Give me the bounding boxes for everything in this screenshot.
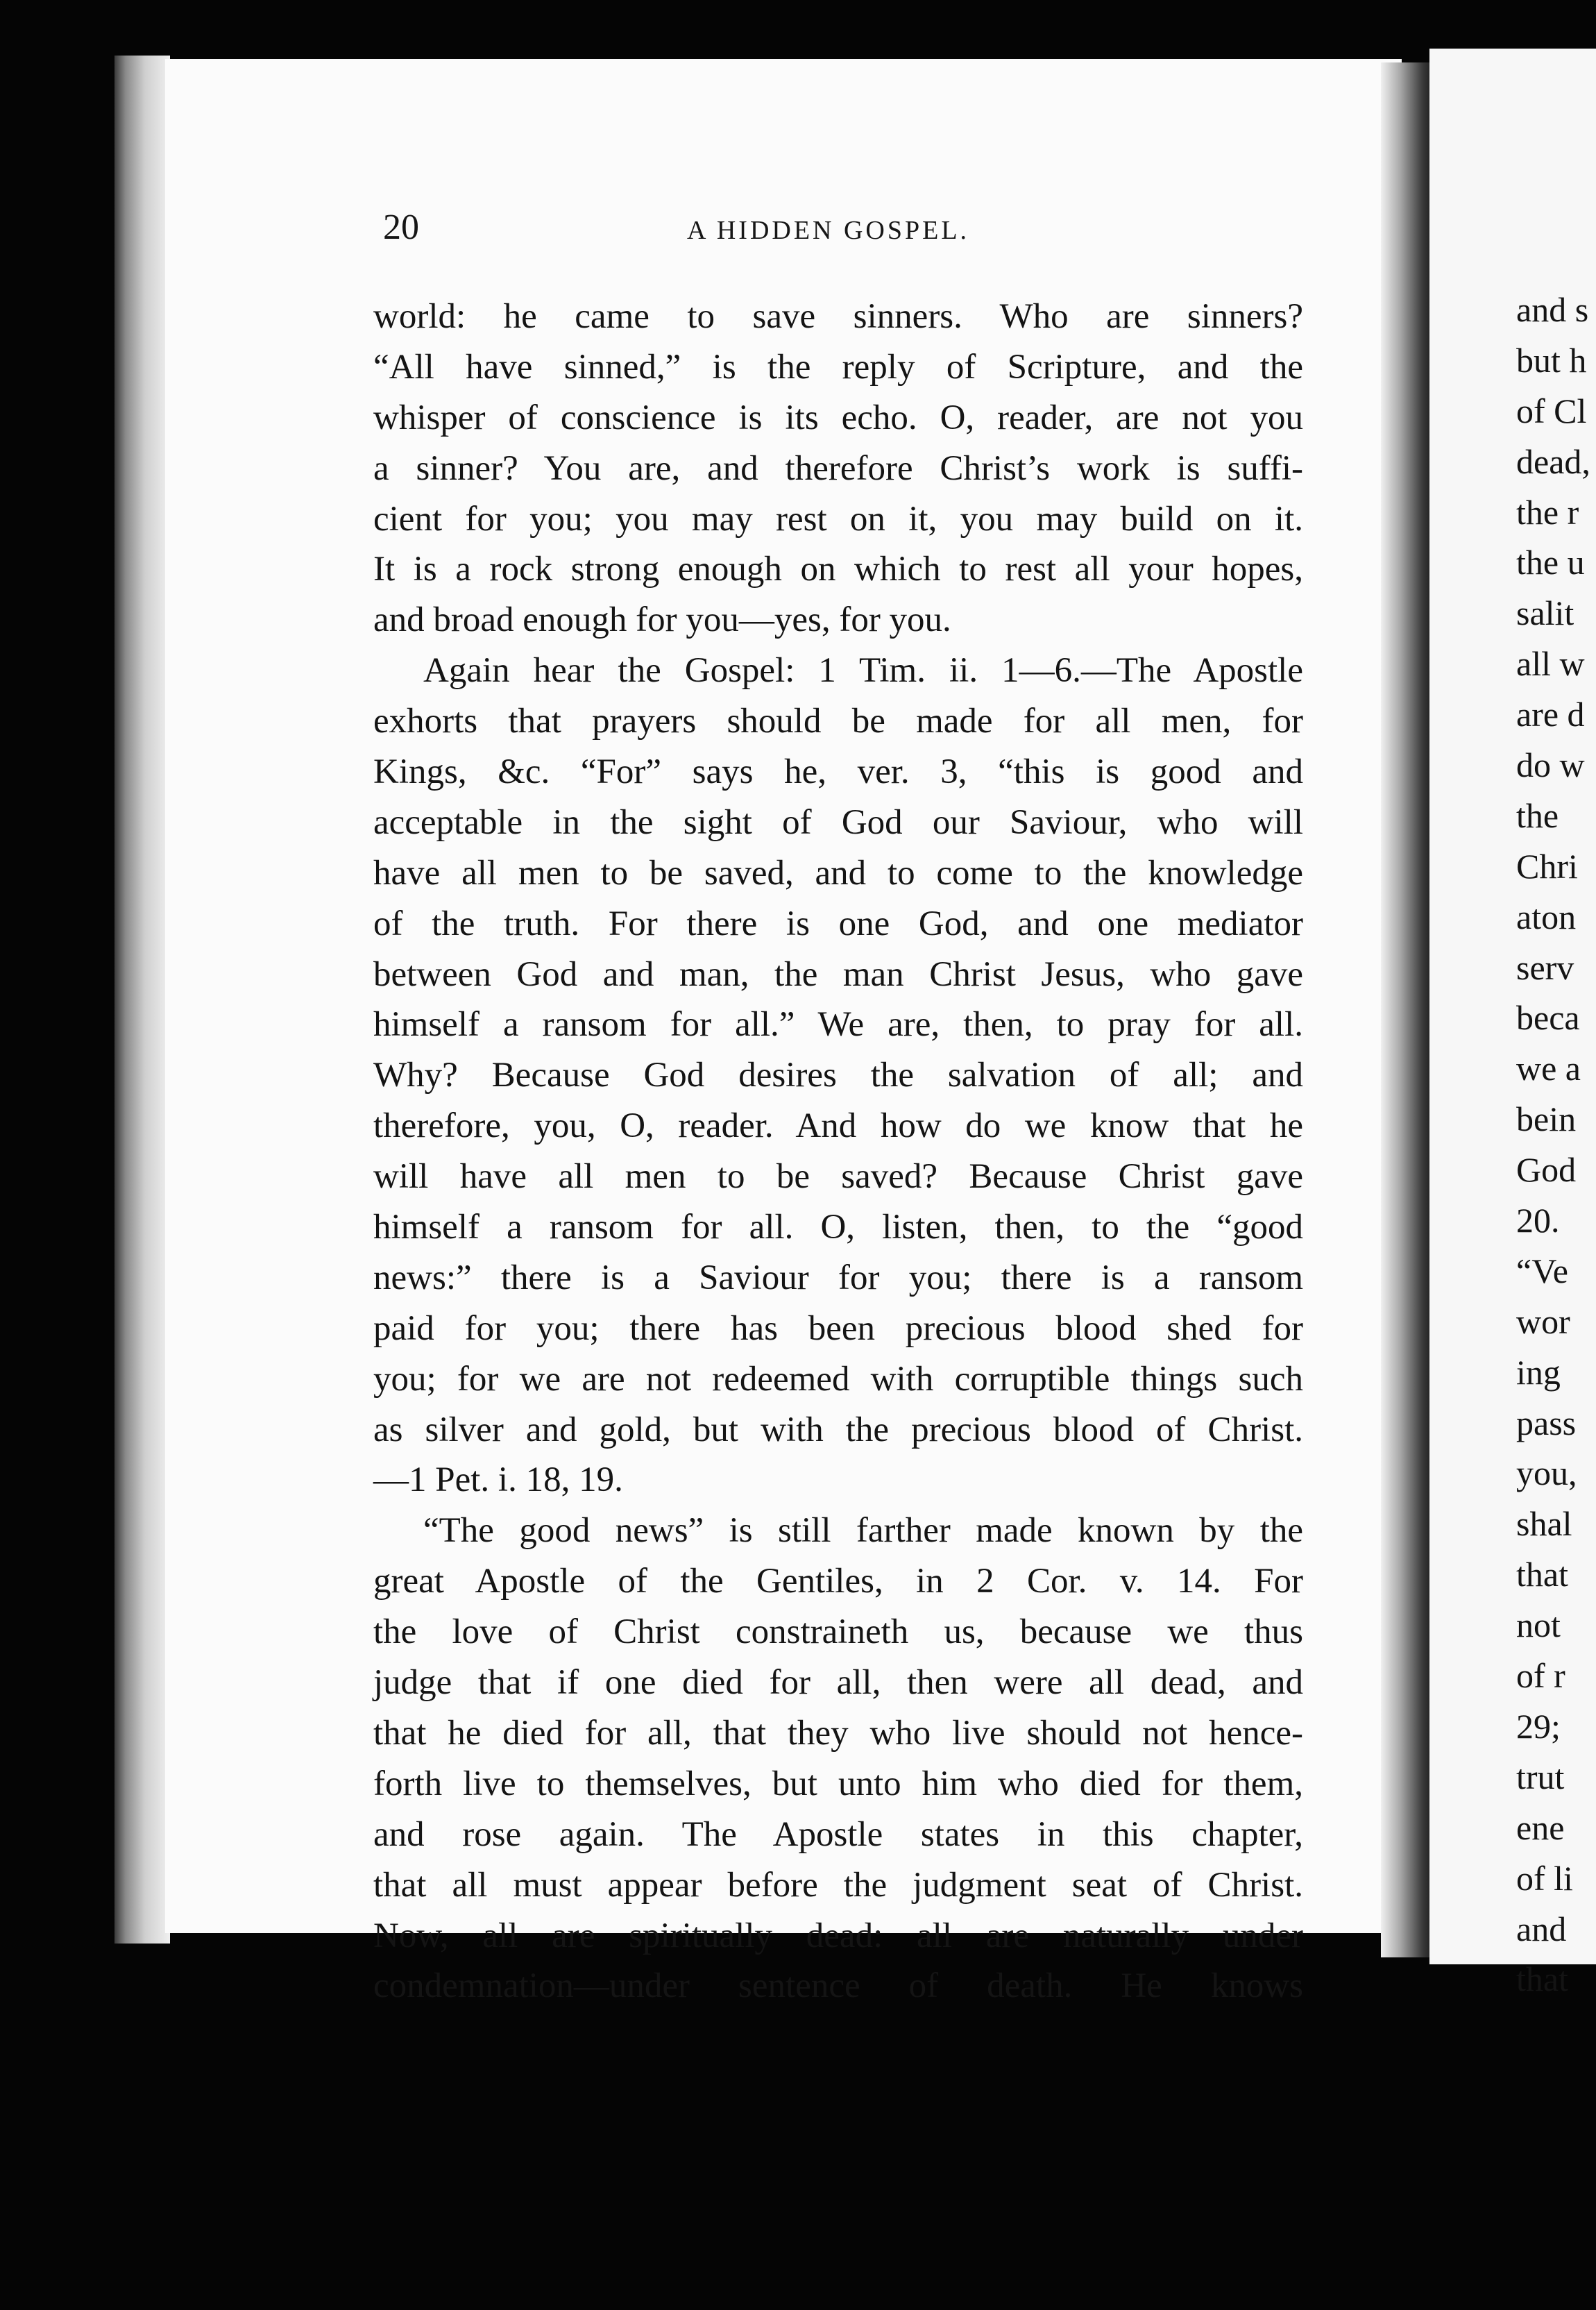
facing-page-line: serv: [1516, 947, 1574, 987]
facing-page-line: Chri: [1516, 846, 1578, 886]
text-line: It is a rock strong enough on which to rest all your hopes,: [373, 550, 1303, 589]
facing-page-line: not: [1516, 1605, 1561, 1645]
text-line: —1 Pet. i. 18, 19.: [373, 1460, 623, 1500]
facing-page-line: of Cl: [1516, 391, 1587, 430]
text-line: of the truth. For there is one God, and one mediator: [373, 904, 1303, 943]
facing-page-line: 20.: [1516, 1201, 1560, 1240]
facing-page: [1429, 49, 1596, 1999]
text-line: forth live to themselves, but unto him who died for them,: [373, 1764, 1303, 1803]
facing-page-line: God: [1516, 1150, 1577, 1190]
text-line: have all men to be saved, and to come to the knowledge: [373, 853, 1303, 893]
facing-page-line: of li: [1516, 1858, 1573, 1898]
text-line: condemnation—under sentence of death. He knows: [373, 1966, 1303, 2006]
facing-page-line: “Ve: [1516, 1251, 1568, 1290]
text-line: will have all men to be saved? Because Christ gave: [373, 1157, 1303, 1197]
facing-page-line: that: [1516, 1555, 1568, 1594]
facing-page-line: salit: [1516, 593, 1574, 633]
facing-page-line: ing: [1516, 1352, 1561, 1392]
facing-page-line: dead,: [1516, 441, 1590, 481]
facing-page-line: the: [1516, 795, 1559, 835]
facing-page-line: shal: [1516, 1504, 1572, 1544]
facing-page-line: bein: [1516, 1099, 1577, 1139]
text-line: news:” there is a Saviour for you; there is a ransom: [373, 1258, 1303, 1297]
facing-page-line: ene: [1516, 1807, 1565, 1847]
facing-page-line: 29;: [1516, 1706, 1561, 1746]
facing-page-line: do w: [1516, 745, 1585, 785]
text-line: Why? Because God desires the salvation of all; and: [373, 1056, 1303, 1095]
facing-page-line: of r: [1516, 1656, 1565, 1696]
body-text: [373, 292, 1303, 2012]
text-line: himself a ransom for all. O, listen, then, to the “good: [373, 1208, 1303, 1247]
text-line: that he died for all, that they who live should not hence-: [373, 1713, 1303, 1753]
text-line: paid for you; there has been precious blood shed for: [373, 1308, 1303, 1348]
text-line: therefore, you, O, reader. And how do we know that he: [373, 1106, 1303, 1146]
text-line: and rose again. The Apostle states in this chapter,: [373, 1814, 1303, 1854]
text-line: world: he came to save sinners. Who are sinners?: [373, 297, 1303, 336]
text-line: that all must appear before the judgment seat of Christ.: [373, 1865, 1303, 1905]
text-line: Again hear the Gospel: 1 Tim. ii. 1—6.—The Apostle: [423, 651, 1303, 691]
facing-page-line: the r: [1516, 492, 1579, 532]
facing-page-line: and s: [1516, 290, 1589, 329]
facing-page-line: beca: [1516, 998, 1580, 1038]
text-line: “The good news” is still farther made known by the: [423, 1511, 1303, 1551]
text-line: you; for we are not redeemed with corruptible things such: [373, 1359, 1303, 1399]
text-line: exhorts that prayers should be made for all men, for: [373, 702, 1303, 741]
page-number: 20: [383, 208, 419, 247]
facing-page-line: but h: [1516, 340, 1587, 380]
text-line: acceptable in the sight of God our Saviour, who will: [373, 802, 1303, 842]
text-line: cient for you; you may rest on it, you may build on it.: [373, 499, 1303, 539]
text-line: between God and man, the man Christ Jesus, who gave: [373, 954, 1303, 994]
text-line: himself a ransom for all.” We are, then, to pray for all.: [373, 1005, 1303, 1045]
facing-page-line: aton: [1516, 897, 1577, 936]
facing-page-line: and: [1516, 1909, 1567, 1948]
facing-page-line: all w: [1516, 644, 1585, 684]
text-line: judge that if one died for all, then were all dead, and: [373, 1663, 1303, 1703]
facing-page-line: wor: [1516, 1301, 1570, 1341]
facing-page-line: the u: [1516, 543, 1585, 582]
text-line: “All have sinned,” is the reply of Scripture, and the: [373, 347, 1303, 387]
running-head: A HIDDEN GOSPEL.: [687, 216, 970, 245]
page-edge-left: [114, 56, 170, 1944]
facing-page-line: trut: [1516, 1757, 1565, 1796]
text-line: a sinner? You are, and therefore Christ’s work is suffi-: [373, 448, 1303, 488]
facing-page-text: [1516, 285, 1590, 2005]
facing-page-line: pass: [1516, 1403, 1577, 1442]
text-line: whisper of conscience is its echo. O, reader, are not you: [373, 398, 1303, 437]
text-line: as silver and gold, but with the precious blood of Christ.: [373, 1410, 1303, 1449]
book-gutter: [1381, 62, 1436, 1957]
facing-page-line: that: [1516, 1959, 1568, 1999]
text-line: great Apostle of the Gentiles, in 2 Cor. v. 14. For: [373, 1562, 1303, 1601]
text-line: and broad enough for you—yes, for you.: [373, 600, 951, 640]
text-line: Now, all are spiritually dead: all are naturally under: [373, 1916, 1303, 1955]
text-line: the love of Christ constraineth us, because we thus: [373, 1612, 1303, 1652]
facing-page-line: you,: [1516, 1453, 1577, 1493]
text-line: Kings, &c. “For” says he, ver. 3, “this is good and: [373, 752, 1303, 792]
facing-page-line: are d: [1516, 695, 1585, 734]
facing-page-line: we a: [1516, 1049, 1581, 1088]
